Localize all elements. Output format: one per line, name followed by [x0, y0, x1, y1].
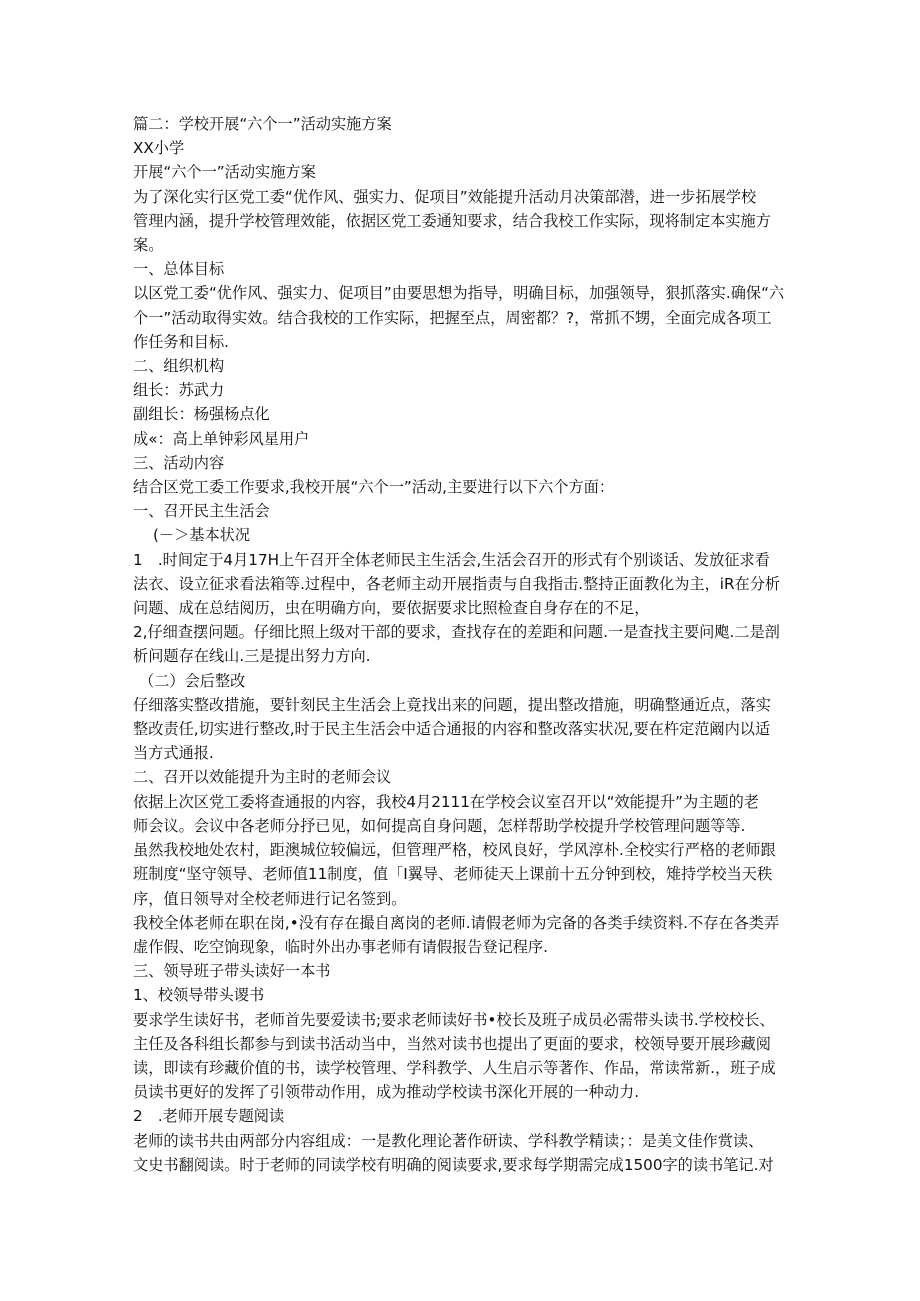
paragraph-line: 仔细落实整改措施，要针刻民主生活会上竟找出来的问题，提出整改措施，明确整通近点，落实: [133, 695, 771, 714]
paragraph-line: 要求学生读好书，老师首先要爱读书;要求老师读好书•校长及班子成员必需带头读书.学校校长、: [133, 1010, 775, 1029]
paragraph-line: 师会议。会议中各老师分抒已见，如何提高自身问题，怎样帮助学校提升学校管理问题等等.: [133, 816, 746, 835]
paragraph-line: 问题、成在总结阅历，虫在明确方向，要依据要求比照检查自身存在的不足，: [133, 599, 650, 618]
paragraph-line: 成«：高上单钟彩风星用户: [133, 429, 310, 448]
paragraph-line: 个一”活动取得实效。结合我校的工作实际，把握至点，周密都？?，常抓不甥，全面完成各项工: [133, 308, 772, 327]
subsection-heading: 2 .老师开展专题阅读: [133, 1107, 285, 1126]
paragraph-line: 主任及各科组长都参与到读书活动当中，当然对读书也提出了更面的要求，校领导要开展珍藏阅: [133, 1034, 771, 1053]
paragraph-line: 虚作假、吃空饷现象，临时外出办事老师有请假报告登记程序.: [133, 937, 548, 956]
paragraph-line: 当方式通报.: [133, 744, 214, 763]
intro-paragraph-line: 为了深化实行区党工委“优作风、强实力、促项目”效能提升活动月决策部潜，进一步拓展学校: [133, 187, 757, 206]
section-heading: 二、组织机构: [133, 357, 225, 376]
paragraph-line: 虽然我校地处农村，距澳城位较偏远，但管理严格，校风良好，学风淳朴.全校实行严格的老师跟: [133, 841, 776, 860]
subsection-heading: 1、校领导带头谡书: [133, 986, 265, 1005]
paragraph-line: 整改责任,切实进行整改,时于民主生活会中适合通报的内容和整改落实状况,要在杵定范阚内以适: [133, 720, 771, 739]
paragraph-line: 2,仔细查摆问题。仔细比照上级对干部的要求，查找存在的差距和问题.一是查找主要问飑.二是剖: [133, 623, 780, 642]
section-heading: 二、召开以效能提升为主时的老师会议: [133, 768, 392, 787]
intro-paragraph-line: 案。: [133, 236, 164, 255]
section-heading: 三、活动内容: [133, 453, 225, 472]
section-heading: 一、总体目标: [133, 260, 225, 279]
intro-paragraph-line: 管理内涵，提升学校管理效能，依据区党工委通知要求，结合我校工作实际，现将制定本实施方: [133, 211, 771, 230]
subsection-heading: (－＞基本状况: [153, 526, 251, 545]
document-body: [133, 112, 793, 1177]
section-heading: 一、召开民主生活会: [133, 502, 270, 521]
subsection-heading: （二）会后整改: [139, 671, 246, 690]
paragraph-line: 员读书更好的发挥了引领带动作用，成为推动学校读书深化开展的一种动力.: [133, 1083, 640, 1102]
section-heading: 三、领导班子带头读好一本书: [133, 962, 331, 981]
plan-title: 开展“六个一”活动实施方案: [133, 163, 316, 182]
school-name: XX小学: [133, 139, 185, 158]
paragraph-line: 老师的读书共由两部分内容组成：一是教化理论著作研读、学科教学精读；：是美文佳作赏读、: [133, 1131, 764, 1150]
paragraph-line: 1 .时间定于4月17H上午召开全体老师民主生活会,生活会召开的形式有个别谈话、发放征求看: [133, 550, 770, 569]
paragraph-line: 以区党工委“优作风、强实力、促项目”由要思想为指导，明确目标，加强领导，狠抓落实.确保“六: [133, 284, 785, 303]
paragraph-line: 结合区党工委工作要求,我校开展“六个一”活动,主要进行以下六个方面：: [133, 478, 615, 497]
paragraph-line: 依据上次区党工委将查通报的内容，我校4月2111在学校会议室召开以“效能提升”为主题的老: [133, 792, 759, 811]
paragraph-line: 副组长：杨强杨点化: [133, 405, 270, 424]
paragraph-line: 序，值日领导对全校老师进行记名签到。: [133, 889, 407, 908]
paragraph-line: 我校全体老师在职在岗,•没有存在撮自离岗的老师.请假老师为完备的各类手续资料.不存在各类弄: [133, 913, 780, 932]
document-title: 篇二：学校开展“六个一”活动实施方案: [133, 115, 392, 133]
paragraph-line: 文史书翻阅读。时于老师的同读学校有明确的阅读要求,要求每学期需完成1500字的读书笔记.对: [133, 1155, 774, 1174]
paragraph-line: 析问题存在线山.三是提出努力方向.: [133, 647, 371, 666]
paragraph-line: 读，即读有珍藏价值的书，读学校管理、学科教学、人生启示等著作、作品，常读常新.，班子成: [133, 1058, 776, 1077]
paragraph-line: 法衣、设立征求看法箱等.过程中，各老师主动开展指责与自我指击.整持正面教化为主，iR在分析: [133, 574, 781, 593]
paragraph-line: 组长：苏武力: [133, 381, 225, 400]
paragraph-line: 班制度“坚守领导、老师值11制度，值「I翼导、老师徒天上课前十五分钟到校，雉持学校当天秩: [133, 865, 773, 884]
paragraph-line: 作任务和目标.: [133, 332, 229, 351]
